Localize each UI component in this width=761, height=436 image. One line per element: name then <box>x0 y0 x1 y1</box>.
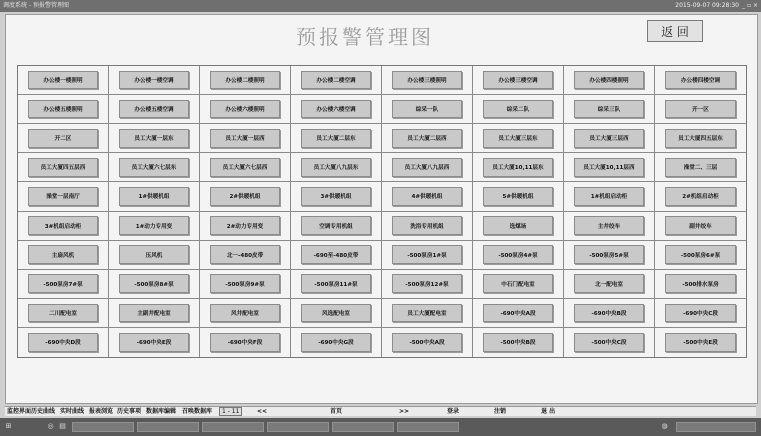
alarm-point-button[interactable]: 办公楼一楼照明 <box>28 71 98 90</box>
alarm-point-button[interactable]: -690中央C段 <box>665 304 736 323</box>
grid-cell <box>200 66 291 95</box>
exit-button[interactable]: 退 出 <box>541 408 556 415</box>
datetime-display: 2015-09-07 09:28:30 <box>675 2 739 9</box>
alarm-point-button[interactable]: -690中央G段 <box>301 333 371 352</box>
grid-cell <box>473 124 564 153</box>
grid-cell <box>473 270 564 299</box>
alarm-point-button[interactable]: 办公楼三楼照明 <box>392 71 462 90</box>
alarm-point-button[interactable]: -500泵房4#泵 <box>483 245 553 264</box>
grid-cell <box>109 95 200 124</box>
grid-cell <box>564 66 655 95</box>
alarm-point-button[interactable]: 中石门配电室 <box>483 274 553 293</box>
alarm-point-button[interactable]: 办公楼一楼空调 <box>119 71 189 90</box>
alarm-point-button[interactable]: 员工大厦二层西 <box>392 129 462 148</box>
taskbar-item[interactable] <box>137 422 199 432</box>
grid-cell <box>291 182 382 211</box>
grid-cell <box>291 124 382 153</box>
grid-cell <box>473 299 564 328</box>
grid-cell <box>564 182 655 211</box>
grid-cell <box>564 212 655 241</box>
grid-cell <box>655 212 746 241</box>
alarm-point-button[interactable]: 员工大厦八九层东 <box>301 158 371 177</box>
grid-cell <box>655 95 746 124</box>
os-taskbar <box>0 418 761 436</box>
alarm-point-button[interactable]: 2#动力专用变 <box>210 216 280 235</box>
grid-cell <box>382 212 473 241</box>
bottom-navbar <box>5 406 756 416</box>
alarm-point-button[interactable]: 空调专用机组 <box>301 216 371 235</box>
alarm-point-button[interactable]: 员工大厦六七层东 <box>119 158 189 177</box>
grid-cell <box>382 153 473 182</box>
alarm-point-button[interactable]: -500泵房11#泵 <box>301 274 371 293</box>
prev-page-button[interactable]: << <box>257 408 268 415</box>
grid-cell <box>109 66 200 95</box>
grid-cell <box>382 95 473 124</box>
grid-cell <box>473 212 564 241</box>
grid-cell <box>564 270 655 299</box>
back-button[interactable]: 返 回 <box>647 20 703 42</box>
alarm-point-button[interactable]: -500排水泵房 <box>665 274 736 293</box>
alarm-point-button[interactable]: 1#供暖机组 <box>119 187 189 206</box>
alarm-point-button[interactable]: -500中央C段 <box>574 333 644 352</box>
grid-cell <box>382 182 473 211</box>
taskbar-item[interactable] <box>202 422 264 432</box>
grid-cell <box>291 270 382 299</box>
grid-cell <box>18 124 109 153</box>
alarm-point-button[interactable]: 员工大厦一层东 <box>119 129 189 148</box>
alarm-point-button[interactable]: 综采二队 <box>483 100 553 119</box>
alarm-point-button[interactable]: 5#供暖机组 <box>483 187 553 206</box>
system-tray[interactable] <box>676 422 756 432</box>
grid-cell <box>655 124 746 153</box>
nav-db-edit[interactable]: 数据库编辑 <box>146 408 177 415</box>
alarm-point-button[interactable]: 员工大厦10,11层东 <box>483 158 553 177</box>
alarm-point-button[interactable]: 澡堂二、三层 <box>665 158 736 177</box>
alarm-point-button[interactable]: 员工大厦一层西 <box>210 129 280 148</box>
alarm-grid <box>17 65 747 358</box>
alarm-point-button[interactable]: 员工大厦四五层西 <box>28 158 98 177</box>
alarm-point-button[interactable]: 风选配电室 <box>301 304 371 323</box>
alarm-point-button[interactable]: -500泵房8#泵 <box>119 274 189 293</box>
grid-cell <box>109 299 200 328</box>
grid-cell <box>655 66 746 95</box>
alarm-point-button[interactable]: 办公楼五楼空调 <box>119 100 189 119</box>
alarm-point-button[interactable]: 二川配电室 <box>28 304 98 323</box>
alarm-point-button[interactable]: 选煤场 <box>483 216 553 235</box>
alarm-point-button[interactable]: 压风机 <box>119 245 189 264</box>
alarm-point-button[interactable]: -690中央F段 <box>210 333 280 352</box>
alarm-point-button[interactable]: 综采一队 <box>392 100 462 119</box>
alarm-point-button[interactable]: -500泵房9#泵 <box>210 274 280 293</box>
grid-cell <box>18 212 109 241</box>
grid-cell <box>382 299 473 328</box>
nav-report[interactable]: 报表浏览 <box>89 408 114 415</box>
taskbar-item[interactable] <box>397 422 459 432</box>
login-button[interactable]: 登录 <box>447 408 460 415</box>
grid-cell <box>473 153 564 182</box>
alarm-point-button[interactable]: 员工大厦10,11层西 <box>574 158 644 177</box>
alarm-point-button[interactable]: -500泵房5#泵 <box>574 245 644 264</box>
taskbar-item[interactable] <box>267 422 329 432</box>
alarm-point-button[interactable]: -690中央E段 <box>119 333 189 352</box>
alarm-point-button[interactable]: 开一区 <box>665 100 736 119</box>
grid-cell <box>655 182 746 211</box>
taskbar-item[interactable] <box>332 422 394 432</box>
alarm-point-button[interactable]: 员工大厦二层东 <box>301 129 371 148</box>
grid-cell <box>200 182 291 211</box>
alarm-point-button[interactable]: 3#机组启动柜 <box>28 216 98 235</box>
grid-cell <box>382 241 473 270</box>
alarm-point-button[interactable]: 员工大厦配电室 <box>392 304 462 323</box>
tray-icon[interactable]: ◍ <box>661 422 668 430</box>
window-titlebar <box>0 0 761 12</box>
grid-cell <box>564 328 655 357</box>
alarm-point-button[interactable]: -690中央A段 <box>483 304 553 323</box>
grid-cell <box>18 66 109 95</box>
grid-cell <box>291 212 382 241</box>
grid-cell <box>200 241 291 270</box>
grid-cell <box>655 328 746 357</box>
window-controls[interactable]: _ ▫ × <box>742 2 758 9</box>
alarm-point-button[interactable]: 主副井配电室 <box>119 304 189 323</box>
alarm-point-button[interactable]: 澡堂一层南厅 <box>28 187 98 206</box>
nav-history-events[interactable]: 历史事项 <box>117 408 142 415</box>
grid-cell <box>109 153 200 182</box>
alarm-point-button[interactable]: -500泵房1#泵 <box>392 245 462 264</box>
grid-cell <box>473 241 564 270</box>
alarm-point-button[interactable]: 北一-480皮带 <box>210 245 280 264</box>
alarm-point-button[interactable]: 办公楼四楼空调 <box>665 71 736 90</box>
grid-cell <box>473 66 564 95</box>
grid-cell <box>200 153 291 182</box>
alarm-point-button[interactable]: 风井配电室 <box>210 304 280 323</box>
grid-cell <box>473 182 564 211</box>
alarm-point-button[interactable]: 1#机组启动柜 <box>574 187 644 206</box>
next-page-button[interactable]: >> <box>399 408 410 415</box>
grid-cell <box>473 328 564 357</box>
alarm-point-button[interactable]: 2#机组启动柜 <box>665 187 736 206</box>
grid-cell <box>564 95 655 124</box>
nav-monitor[interactable]: 监控界面 <box>7 408 32 415</box>
alarm-point-button[interactable]: 洗浴专用机组 <box>392 216 462 235</box>
alarm-point-button[interactable]: 员工大厦八九层西 <box>392 158 462 177</box>
alarm-point-button[interactable]: 办公楼六楼空调 <box>301 100 371 119</box>
alarm-point-button[interactable]: 员工大厦三层西 <box>574 129 644 148</box>
grid-cell <box>382 328 473 357</box>
grid-cell <box>291 66 382 95</box>
grid-cell <box>382 270 473 299</box>
grid-cell <box>200 328 291 357</box>
grid-cell <box>200 95 291 124</box>
alarm-point-button[interactable]: -500中央B段 <box>483 333 553 352</box>
alarm-point-button[interactable]: 员工大厦三层东 <box>483 129 553 148</box>
grid-cell <box>18 241 109 270</box>
alarm-point-button[interactable]: -690至-480皮带 <box>301 245 371 264</box>
alarm-point-button[interactable]: 办公楼四楼照明 <box>574 71 644 90</box>
grid-cell <box>655 241 746 270</box>
grid-cell <box>291 328 382 357</box>
alarm-point-button[interactable]: -500泵房7#泵 <box>28 274 98 293</box>
alarm-point-button[interactable]: -500泵房6#泵 <box>665 245 736 264</box>
alarm-point-button[interactable]: 综采三队 <box>574 100 644 119</box>
grid-cell <box>564 299 655 328</box>
grid-cell <box>18 299 109 328</box>
grid-cell <box>109 212 200 241</box>
ie-icon[interactable]: ◎ <box>47 422 54 430</box>
grid-cell <box>564 153 655 182</box>
alarm-point-button[interactable]: -500泵房12#泵 <box>392 274 462 293</box>
alarm-point-button[interactable]: 员工大厦六七层西 <box>210 158 280 177</box>
page-select[interactable]: 1 - 11 <box>219 407 242 416</box>
alarm-point-button[interactable]: 副井绞车 <box>665 216 736 235</box>
grid-cell <box>655 270 746 299</box>
grid-cell <box>564 124 655 153</box>
home-page-button[interactable]: 首页 <box>330 408 343 415</box>
alarm-point-button[interactable]: 1#动力专用变 <box>119 216 189 235</box>
grid-cell <box>200 124 291 153</box>
grid-cell <box>291 241 382 270</box>
nav-db-call[interactable]: 召唤数据库 <box>182 408 213 415</box>
grid-cell <box>109 124 200 153</box>
grid-cell <box>18 182 109 211</box>
grid-cell <box>200 212 291 241</box>
nav-history-curve[interactable]: 历史曲线 <box>31 408 56 415</box>
grid-cell <box>109 270 200 299</box>
alarm-point-button[interactable]: -690中央B段 <box>574 304 644 323</box>
grid-cell <box>564 241 655 270</box>
grid-cell <box>18 153 109 182</box>
grid-cell <box>18 328 109 357</box>
alarm-point-button[interactable]: 办公楼二楼照明 <box>210 71 280 90</box>
grid-cell <box>18 95 109 124</box>
alarm-point-button[interactable]: 主扇风机 <box>28 245 98 264</box>
alarm-point-button[interactable]: 办公楼二楼空调 <box>301 71 371 90</box>
grid-cell <box>291 95 382 124</box>
alarm-point-button[interactable]: 员工大厦四五层东 <box>665 129 736 148</box>
page-title: 预报警管理图 <box>296 25 434 49</box>
window-title: 调度系统 - 预报警管理图 <box>3 2 69 9</box>
grid-cell <box>382 66 473 95</box>
grid-cell <box>655 153 746 182</box>
grid-cell <box>109 182 200 211</box>
alarm-point-button[interactable]: 办公楼五楼照明 <box>28 100 98 119</box>
grid-cell <box>18 270 109 299</box>
folder-icon[interactable]: ▤ <box>59 422 66 430</box>
alarm-point-button[interactable]: 办公楼六楼照明 <box>210 100 280 119</box>
start-icon[interactable]: ⊞ <box>5 422 12 430</box>
nav-realtime-curve[interactable]: 实时曲线 <box>60 408 85 415</box>
grid-cell <box>109 241 200 270</box>
grid-cell <box>291 153 382 182</box>
grid-cell <box>473 95 564 124</box>
grid-cell <box>200 270 291 299</box>
alarm-point-button[interactable]: -500中央A段 <box>392 333 462 352</box>
grid-cell <box>382 124 473 153</box>
grid-cell <box>200 299 291 328</box>
grid-cell <box>109 328 200 357</box>
taskbar-item[interactable] <box>72 422 134 432</box>
alarm-point-button[interactable]: 主井绞车 <box>574 216 644 235</box>
alarm-point-button[interactable]: -690中央D段 <box>28 333 98 352</box>
logout-button[interactable]: 注销 <box>494 408 507 415</box>
grid-cell <box>291 299 382 328</box>
alarm-point-button[interactable]: -500中央E段 <box>665 333 736 352</box>
alarm-point-button[interactable]: 北一配电室 <box>574 274 644 293</box>
grid-cell <box>655 299 746 328</box>
alarm-point-button[interactable]: 办公楼三楼空调 <box>483 71 553 90</box>
alarm-point-button[interactable]: 2#供暖机组 <box>210 187 280 206</box>
alarm-point-button[interactable]: 3#供暖机组 <box>301 187 371 206</box>
alarm-point-button[interactable]: 开二区 <box>28 129 98 148</box>
alarm-point-button[interactable]: 4#供暖机组 <box>392 187 462 206</box>
